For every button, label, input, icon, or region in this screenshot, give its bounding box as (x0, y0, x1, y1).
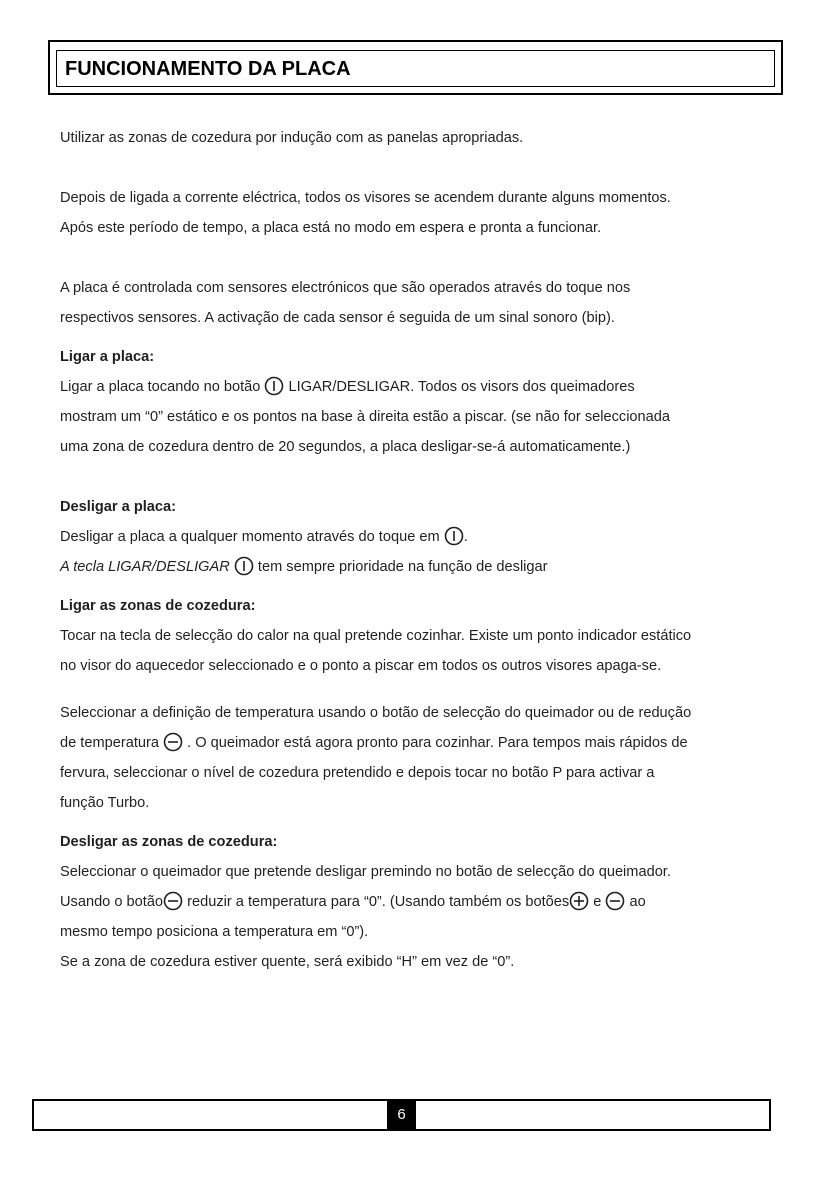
text-line: de temperatura . O queimador está agora pronto para cozinhar. Para tempos mais rápidos de (60, 728, 760, 758)
intro-paragraph: respectivos sensores. A activação de cada sensor é seguida de um sinal sonoro (bip). (60, 310, 615, 326)
text-line: mostram um “0” estático e os pontos na base à direita estão a piscar. (se não for seleccionada (60, 409, 671, 425)
text-line: no visor do aquecedor seleccionado e o ponto a piscar em todos os outros visores apaga-se. (60, 658, 662, 674)
text-line: função Turbo. (60, 795, 150, 811)
text-line: Usando o botão reduzir a temperatura para “0”. (Usando também os botões e ao (60, 887, 760, 917)
text-line: fervura, seleccionar o nível de cozedura pretendido e depois tocar no botão P para activar a (60, 765, 655, 781)
minus-icon (163, 732, 183, 752)
power-icon (444, 526, 464, 546)
plus-icon (569, 891, 589, 911)
section-heading-desligar-placa: Desligar a placa: (60, 499, 176, 515)
intro-paragraph: Utilizar as zonas de cozedura por indução com as panelas apropriadas. (60, 130, 524, 146)
text-line: Tocar na tecla de selecção do calor na qual pretende cozinhar. Existe um ponto indicador estático (60, 628, 692, 644)
text-line: mesmo tempo posiciona a temperatura em “0”). (60, 924, 369, 940)
section-heading-ligar-placa: Ligar a placa: (60, 349, 155, 365)
content (60, 123, 760, 977)
power-icon (264, 376, 284, 396)
text-line: Ligar a placa tocando no botão LIGAR/DESLIGAR. Todos os visors dos queimadores (60, 372, 760, 402)
page-number: 6 (387, 1101, 416, 1129)
intro-paragraph: Após este período de tempo, a placa está no modo em espera e pronta a funcionar. (60, 220, 602, 236)
text-line: uma zona de cozedura dentro de 20 segundos, a placa desligar-se-á automaticamente.) (60, 439, 631, 455)
text-line: Desligar a placa a qualquer momento através do toque em . (60, 522, 760, 552)
power-icon (234, 556, 254, 576)
text-line: Se a zona de cozedura estiver quente, será exibido “H” em vez de “0”. (60, 954, 515, 970)
text-line: Seleccionar o queimador que pretende desligar premindo no botão de selecção do queimador. (60, 864, 671, 880)
section-heading-ligar-zonas: Ligar as zonas de cozedura: (60, 598, 256, 614)
text-line: A tecla LIGAR/DESLIGAR tem sempre prioridade na função de desligar (60, 552, 760, 582)
section-heading-desligar-zonas: Desligar as zonas de cozedura: (60, 834, 278, 850)
intro-paragraph: A placa é controlada com sensores electrónicos que são operados através do toque nos (60, 280, 631, 296)
text-line: Seleccionar a definição de temperatura usando o botão de selecção do queimador ou de redução (60, 705, 692, 721)
minus-icon (605, 891, 625, 911)
page-title: FUNCIONAMENTO DA PLACA (56, 50, 775, 87)
minus-icon (163, 891, 183, 911)
intro-paragraph: Depois de ligada a corrente eléctrica, todos os visores se acendem durante alguns momentos. (60, 190, 671, 206)
